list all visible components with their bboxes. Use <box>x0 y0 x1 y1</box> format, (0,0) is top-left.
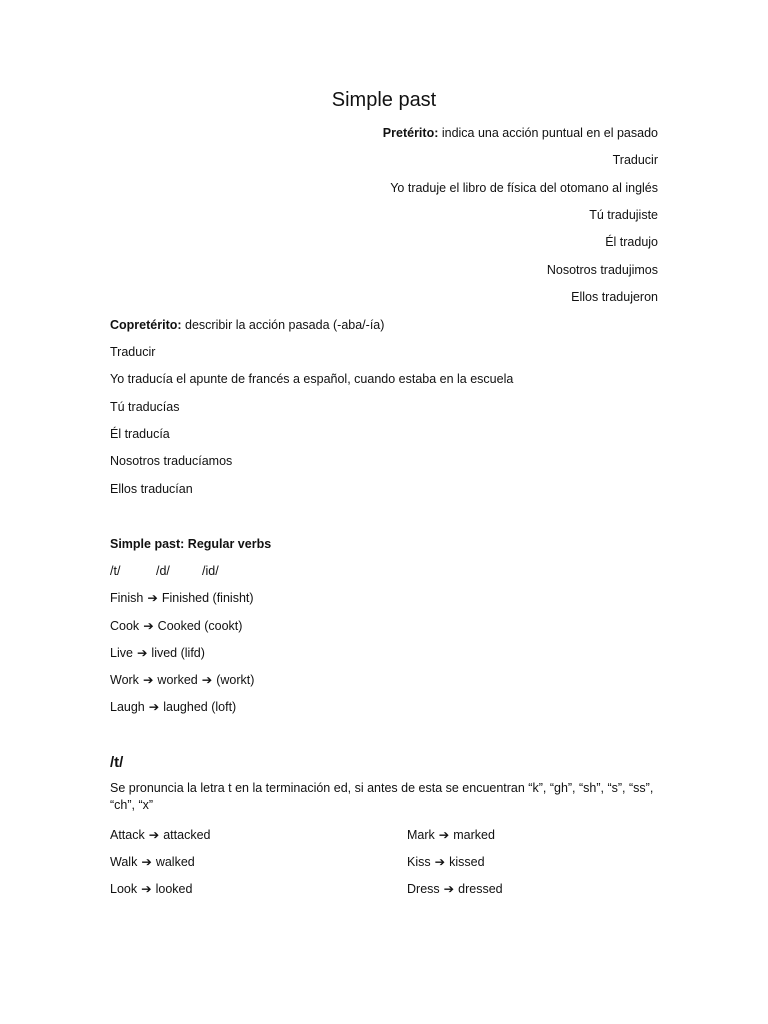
copreterito-heading <box>110 317 384 333</box>
arrow-right-icon: ➔ <box>148 828 160 842</box>
example-past: laughed (loft) <box>163 700 237 714</box>
copreterito-line: Ellos traducían <box>110 482 193 496</box>
regular-verbs-heading: Simple past: Regular verbs <box>110 537 272 551</box>
preterito-heading <box>383 125 658 141</box>
example-base: Cook <box>110 619 140 633</box>
preterito-line: Yo traduje el libro de física del otomano al inglés <box>390 181 658 195</box>
example-row <box>110 645 205 661</box>
copreterito-line: Nosotros traducíamos <box>110 454 233 468</box>
copreterito-desc: describir la acción pasada (-aba/-ía) <box>181 318 385 332</box>
copreterito-line: Traducir <box>110 345 156 359</box>
preterito-line: Él tradujo <box>605 235 658 249</box>
example-base: Mark <box>407 828 435 842</box>
preterito-line: Ellos tradujeron <box>571 290 658 304</box>
arrow-right-icon: ➔ <box>201 673 213 687</box>
example-base: Work <box>110 673 139 687</box>
example-past: walked <box>155 855 195 869</box>
copreterito-line: Yo traducía el apunte de francés a español, cuando estaba en la escuela <box>110 372 514 386</box>
sound-id: /id/ <box>202 564 219 578</box>
example-base: Kiss <box>407 855 431 869</box>
example-row <box>110 672 254 688</box>
example-base: Finish <box>110 591 144 605</box>
sound-d: /d/ <box>156 564 170 578</box>
example-base: Walk <box>110 855 138 869</box>
preterito-desc: indica una acción puntual en el pasado <box>438 126 658 140</box>
example-base: Live <box>110 646 133 660</box>
arrow-right-icon: ➔ <box>141 882 152 896</box>
t-section-heading: /t/ <box>110 754 124 771</box>
sounds-row <box>110 563 219 579</box>
arrow-right-icon: ➔ <box>136 646 148 660</box>
example-past: Finished (finisht) <box>161 591 254 605</box>
example-past: worked <box>157 673 198 687</box>
example-past: kissed <box>449 855 485 869</box>
copreterito-line: Tú traducías <box>110 400 180 414</box>
preterito-line: Tú tradujiste <box>589 208 658 222</box>
arrow-right-icon: ➔ <box>434 855 446 869</box>
example-base: Laugh <box>110 700 145 714</box>
example-row <box>407 854 485 870</box>
arrow-right-icon: ➔ <box>443 882 455 896</box>
example-past: looked <box>155 882 193 896</box>
sound-t: /t/ <box>110 564 121 578</box>
page-title: Simple past <box>331 89 437 111</box>
example-row <box>110 699 236 715</box>
t-section-paragraph: Se pronuncia la letra t en la terminación ed, si antes de esta se encuentran “k”, “gh”, “sh”, “s”, “ss”, “ch”, “x” <box>110 781 654 812</box>
arrow-right-icon: ➔ <box>147 591 158 605</box>
example-pronunciation: (workt) <box>216 673 255 687</box>
example-row <box>407 881 503 897</box>
preterito-line: Nosotros tradujimos <box>546 263 658 277</box>
example-past: lived (lifd) <box>151 646 205 660</box>
example-base: Dress <box>407 882 440 896</box>
preterito-label: Pretérito: <box>382 126 439 140</box>
arrow-right-icon: ➔ <box>142 673 154 687</box>
example-past: dressed <box>458 882 503 896</box>
preterito-line: Traducir <box>612 153 658 167</box>
arrow-right-icon: ➔ <box>148 700 160 714</box>
example-row <box>110 590 254 606</box>
example-past: attacked <box>163 828 211 842</box>
example-row <box>110 827 211 843</box>
copreterito-label: Copretérito: <box>110 318 182 332</box>
copreterito-line: Él traducía <box>110 427 170 441</box>
arrow-right-icon: ➔ <box>141 855 152 869</box>
arrow-right-icon: ➔ <box>438 828 450 842</box>
example-past: marked <box>453 828 495 842</box>
example-row <box>407 827 495 843</box>
example-past: Cooked (cookt) <box>157 619 243 633</box>
example-row <box>110 618 242 634</box>
arrow-right-icon: ➔ <box>143 619 154 633</box>
example-row <box>110 881 192 897</box>
example-base: Attack <box>110 828 145 842</box>
example-base: Look <box>110 882 138 896</box>
example-row <box>110 854 195 870</box>
